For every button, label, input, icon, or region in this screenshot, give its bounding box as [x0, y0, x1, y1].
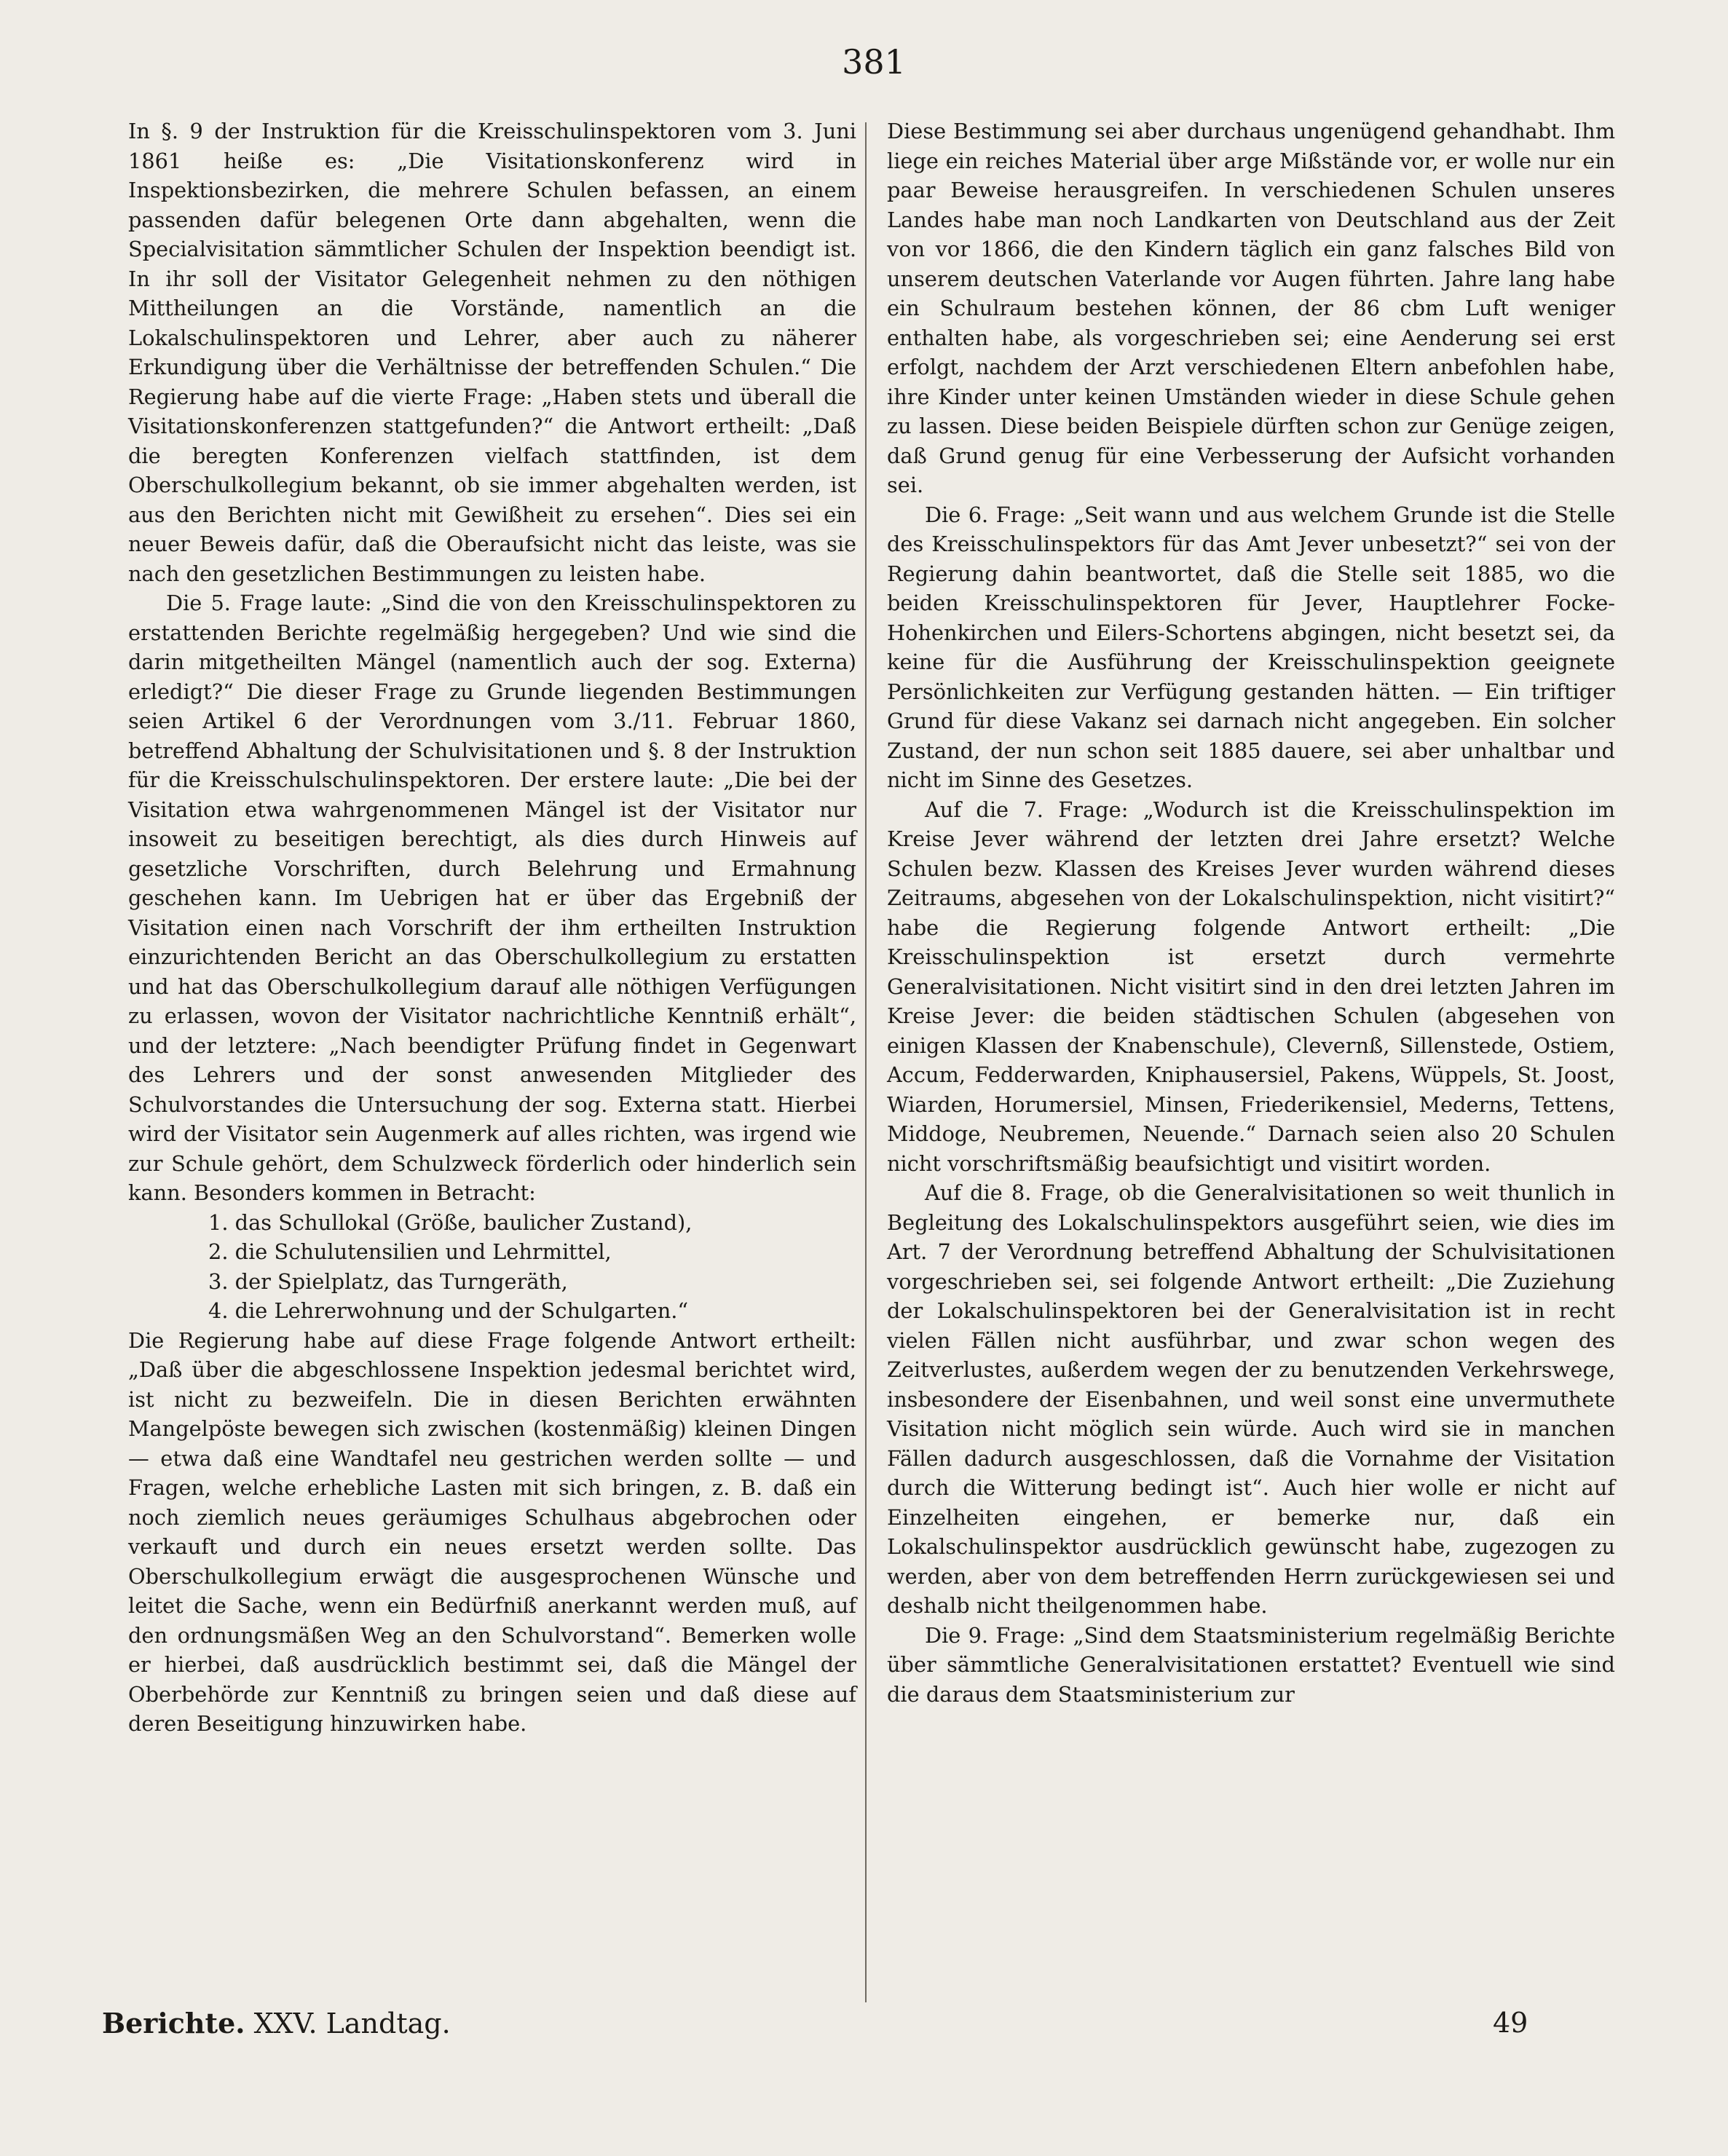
right-paragraph: Auf die 8. Frage, ob die Generalvisitationen so weit thunlich in Begleitung des Lokalschulinspektors ausgeführt seien, wie dies im Art. 7 der Verordnung betreffend Abhaltung der Schulvisitationen vorgeschrieben sei, sei folgende Antwort ertheilt: „Die Zuziehung der Lokalschulinspektoren bei der Generalvisitation ist in recht vielen Fällen nicht ausführbar, und zwar schon wegen des Zeitverlustes, außerdem wegen der zu benutzenden Verkehrswege, insbesondere der Eisenbahnen, und weil sonst eine unvermuthete Visitation nicht möglich sein würde. Auch wird sie in manchen Fällen dadurch ausgeschlossen, daß die Vornahme der Visitation durch die Witterung bedingt ist“. Auch hier wolle er nicht auf Einzelheiten eingehen, er bemerke nur, daß ein Lokalschulinspektor ausdrücklich gewünscht habe, zugezogen zu werden, aber von dem betreffenden Herrn zurückgewiesen sei und deshalb nicht theilgenommen habe. [887, 1180, 1615, 1618]
right-column [887, 117, 1615, 1709]
list-item: 4. die Lehrerwohnung und der Schulgarten.“ [208, 1298, 689, 1323]
right-paragraph: Diese Bestimmung sei aber durchaus ungenügend gehandhabt. Ihm liege ein reiches Material über arge Mißstände vor, er wolle nur ein paar Beweise herausgreifen. In verschiedenen Schulen unseres Landes habe man noch Landkarten von Deutschland aus der Zeit von vor 1866, die den Kindern täglich ein ganz falsches Bild von unserem deutschen Vaterlande vor Augen führten. Jahre lang habe ein Schulraum bestehen können, der 86 cbm Luft weniger enthalten habe, als vorgeschrieben sei; eine Aenderung sei erst erfolgt, nachdem der Arzt verschiedenen Eltern anbefohlen habe, ihre Kinder unter keinen Umständen wieder in diese Schule gehen zu lassen. Diese beiden Beispiele dürften schon zur Genüge zeigen, daß Grund genug für eine Verbesserung der Aufsicht vorhanden sei. [887, 119, 1615, 497]
list-item: 3. der Spielplatz, das Turngeräth, [208, 1268, 568, 1294]
left-paragraph: In §. 9 der Instruktion für die Kreisschulinspektoren vom 3. Juni 1861 heiße es: „Die Visitationskonferenz wird in Inspektionsbezirken, die mehrere Schulen befassen, an einem passenden dafür belegenen Orte dann abgehalten, wenn die Specialvisitation sämmtlicher Schulen der Inspektion beendigt ist. In ihr soll der Visitator Gelegenheit nehmen zu den nöthigen Mittheilungen an die Vorstände, namentlich an die Lokalschulinspektoren und Lehrer, aber auch zu näherer Erkundigung über die Verhältnisse der betreffenden Schulen.“ Die Regierung habe auf die vierte Frage: „Haben stets und überall die Visitationskonferenzen stattgefunden?“ die Antwort ertheilt: „Daß die beregten Konferenzen vielfach stattfinden, ist dem Oberschulkollegium bekannt, ob sie immer abgehalten werden, ist aus den Berichten nicht mit Gewißheit zu ersehen“. Dies sei ein neuer Beweis dafür, daß die Oberaufsicht nicht das leiste, was sie nach den gesetzlichen Bestimmungen zu leisten habe. [128, 119, 856, 586]
list-item: 1. das Schullokal (Größe, baulicher Zustand), [208, 1209, 693, 1235]
left-column [128, 117, 856, 1739]
footer-signature-number: 49 [1493, 2007, 1528, 2039]
footer-title: Berichte. [102, 2007, 245, 2039]
left-paragraph: Die 5. Frage laute: „Sind die von den Kreisschulinspektoren zu erstattenden Berichte regelmäßig hergegeben? Und wie sind die darin mitgetheilten Mängel (namentlich auch der sog. Externa) erledigt?“ Die dieser Frage zu Grunde liegenden Bestimmungen seien Artikel 6 der Verordnungen vom 3./11. Februar 1860, betreffend Abhaltung der Schulvisitationen und §. 8 der Instruktion für die Kreisschulschulinspektoren. Der erstere laute: „Die bei der Visitation etwa wahrgenommenen Mängel ist der Visitator nur insoweit zu beseitigen berechtigt, als dies durch Hinweis auf gesetzliche Vorschriften, durch Belehrung und Ermahnung geschehen kann. Im Uebrigen hat er über das Ergebniß der Visitation einen nach Vorschrift der ihm ertheilten Instruktion einzurichtenden Bericht an das Oberschulkollegium zu erstatten und hat das Oberschulkollegium darauf alle nöthigen Verfügungen zu erlassen, wovon der Visitator nachrichtliche Kenntniß erhält“, und der letztere: „Nach beendigter Prüfung findet in Gegenwart des Lehrers und der sonst anwesenden Mitglieder des Schulvorstandes die Untersuchung der sog. Externa statt. Hierbei wird der Visitator sein Augenmerk auf alles richten, was irgend wie zur Schule gehört, dem Schulzweck förderlich oder hinderlich sein kann. Besonders kommen in Betracht: [128, 591, 856, 1205]
footer-left [102, 2007, 451, 2039]
right-paragraph: Auf die 7. Frage: „Wodurch ist die Kreisschulinspektion im Kreise Jever während der letzten drei Jahre ersetzt? Welche Schulen bezw. Klassen des Kreises Jever wurden während dieses Zeitraums, abgesehen von der Lokalschulinspektion, nicht visitirt?“ habe die Regierung folgende Antwort ertheilt: „Die Kreisschulinspektion ist ersetzt durch vermehrte Generalvisitationen. Nicht visitirt sind in den drei letzten Jahren im Kreise Jever: die beiden städtischen Schulen (abgesehen von einigen Klassen der Knabenschule), Clevernß, Sillenstede, Ostiem, Accum, Fedderwarden, Kniphausersiel, Pakens, Wüppels, St. Joost, Wiarden, Horumersiel, Minsen, Friederikensiel, Mederns, Tettens, Middoge, Neubremen, Neuende.“ Darnach seien also 20 Schulen nicht vorschriftsmäßig beaufsichtigt und visitirt worden. [887, 797, 1615, 1176]
column-divider [865, 122, 867, 2002]
left-paragraph: Die Regierung habe auf diese Frage folgende Antwort ertheilt: „Daß über die abgeschlossene Inspektion jedesmal berichtet wird, ist nicht zu bezweifeln. Die in diesen Berichten erwähnten Mangelpöste bewegen sich zwischen (kostenmäßig) kleinen Dingen — etwa daß eine Wandtafel neu gestrichen werden sollte — und Fragen, welche erhebliche Lasten mit sich bringen, z. B. daß ein noch ziemlich neues geräumiges Schulhaus abgebrochen oder verkauft und durch ein neues ersetzt werden sollte. Das Oberschulkollegium erwägt die ausgesprochenen Wünsche und leitet die Sache, wenn ein Bedürfniß anerkannt werden muß, auf den ordnungsmäßen Weg an den Schulvorstand“. Bemerken wolle er hierbei, daß ausdrücklich bestimmt sei, daß die Mängel der Oberbehörde zur Kenntniß zu bringen seien und daß diese auf deren Beseitigung hinzuwirken habe. [128, 1327, 856, 1736]
right-paragraph: Die 6. Frage: „Seit wann und aus welchem Grunde ist die Stelle des Kreisschulinspektors für das Amt Jever unbesetzt?“ sei von der Regierung dahin beantwortet, daß die Stelle seit 1885, wo die beiden Kreisschulinspektoren für Jever, Hauptlehrer Focke-Hohenkirchen und Eilers-Schortens abgingen, nicht besetzt sei, da keine für die Ausführung der Kreisschulinspektion geeignete Persönlichkeiten zur Verfügung gestanden hätten. — Ein triftiger Grund für diese Vakanz sei darnach nicht angegeben. Ein solcher Zustand, der nun schon seit 1885 dauere, sei aber unhaltbar und nicht im Sinne des Gesetzes. [887, 502, 1615, 792]
page-number: 381 [842, 42, 906, 82]
list-item: 2. die Schulutensilien und Lehrmittel, [208, 1239, 612, 1264]
externa-list [128, 1208, 856, 1326]
footer-subtitle: XXV. Landtag. [253, 2007, 451, 2039]
right-paragraph: Die 9. Frage: „Sind dem Staatsministerium regelmäßig Berichte über sämmtliche Generalvisitationen erstattet? Eventuell wie sind die daraus dem Staatsministerium zur [887, 1622, 1615, 1707]
